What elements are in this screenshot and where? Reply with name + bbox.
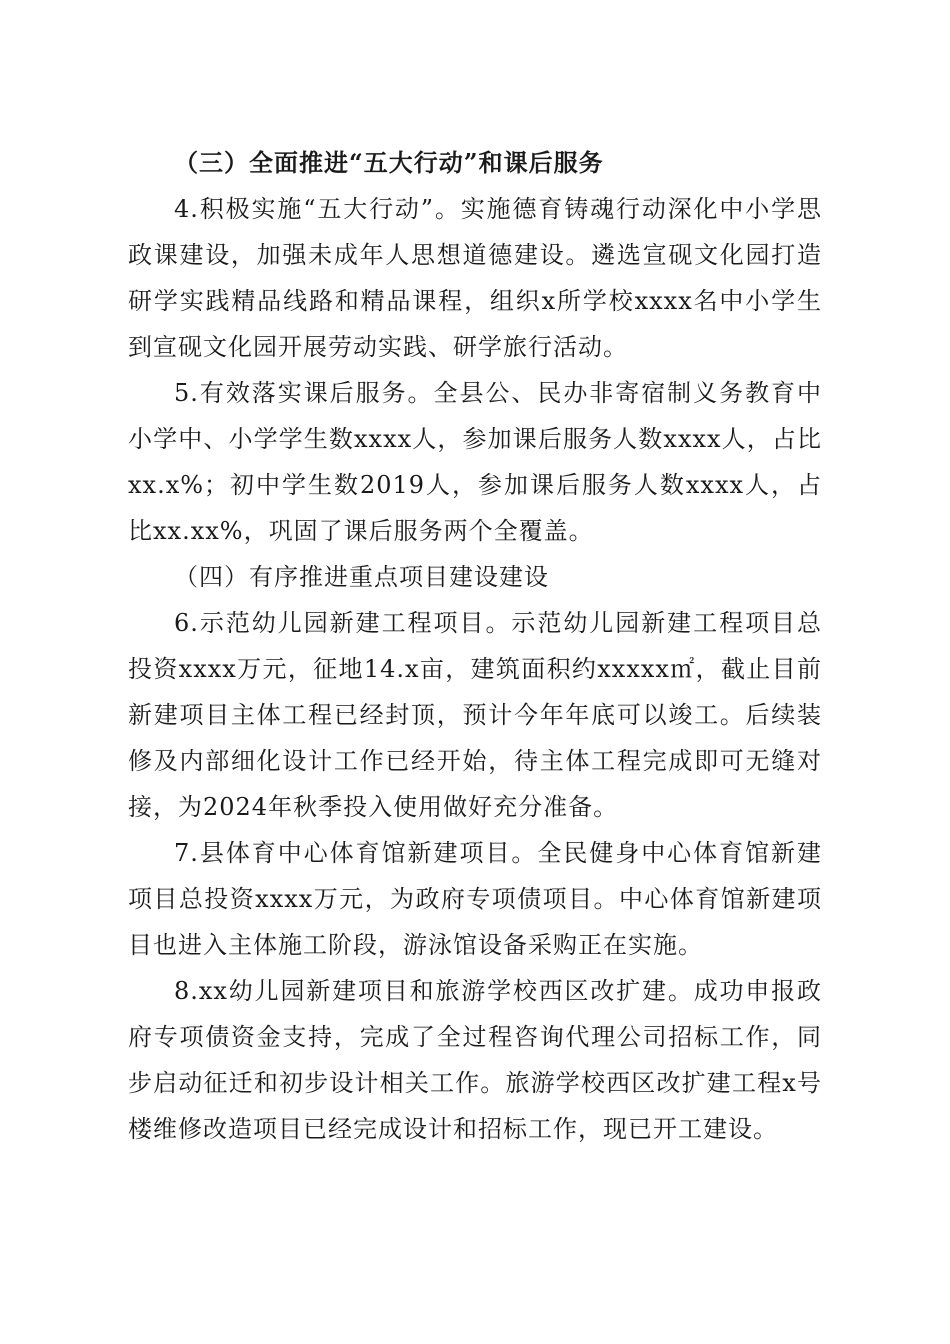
paragraph-item-6: 6.示范幼儿园新建工程项目。示范幼儿园新建工程项目总投资xxxx万元，征地14.x亩，建筑面积约xxxxx㎡，截止目前新建项目主体工程已经封顶，预计今年年底可以竣工。后续装修及内部细化设计工作已经开始，待主体工程完成即可无缝对接，为2024年秋季投入使用做好充分准备。	[128, 609, 822, 821]
paragraph-item-5: 5.有效落实课后服务。全县公、民办非寄宿制义务教育中小学中、小学学生数xxxx人，参加课后服务人数xxxx人，占比xx.x%；初中学生数2019人，参加课后服务人数xxxx人，占比xx.xx%，巩固了课后服务两个全覆盖。	[128, 379, 822, 545]
section-heading-3: （三）全面推进“五大行动”和课后服务	[174, 148, 604, 177]
paragraph-item-4: 4.积极实施“五大行动”。实施德育铸魂行动深化中小学思政课建设，加强未成年人思想道德建设。遴选宣砚文化园打造研学实践精品线路和精品课程，组织x所学校xxxx名中小学生到宣砚文化园开展劳动实践、研学旅行活动。	[128, 195, 822, 361]
paragraph-item-8: 8.xx幼儿园新建项目和旅游学校西区改扩建。成功申报政府专项债资金支持，完成了全过程咨询代理公司招标工作，同步启动征迁和初步设计相关工作。旅游学校西区改扩建工程x号楼维修改造项目已经完成设计和招标工作，现已开工建设。	[128, 977, 822, 1143]
paragraph-item-7: 7.县体育中心体育馆新建项目。全民健身中心体育馆新建项目总投资xxxx万元，为政府专项债项目。中心体育馆新建项目也进入主体施工阶段，游泳馆设备采购正在实施。	[128, 839, 822, 959]
document-page	[128, 140, 822, 1152]
section-heading-4: （四）有序推进重点项目建设建设	[174, 563, 549, 591]
